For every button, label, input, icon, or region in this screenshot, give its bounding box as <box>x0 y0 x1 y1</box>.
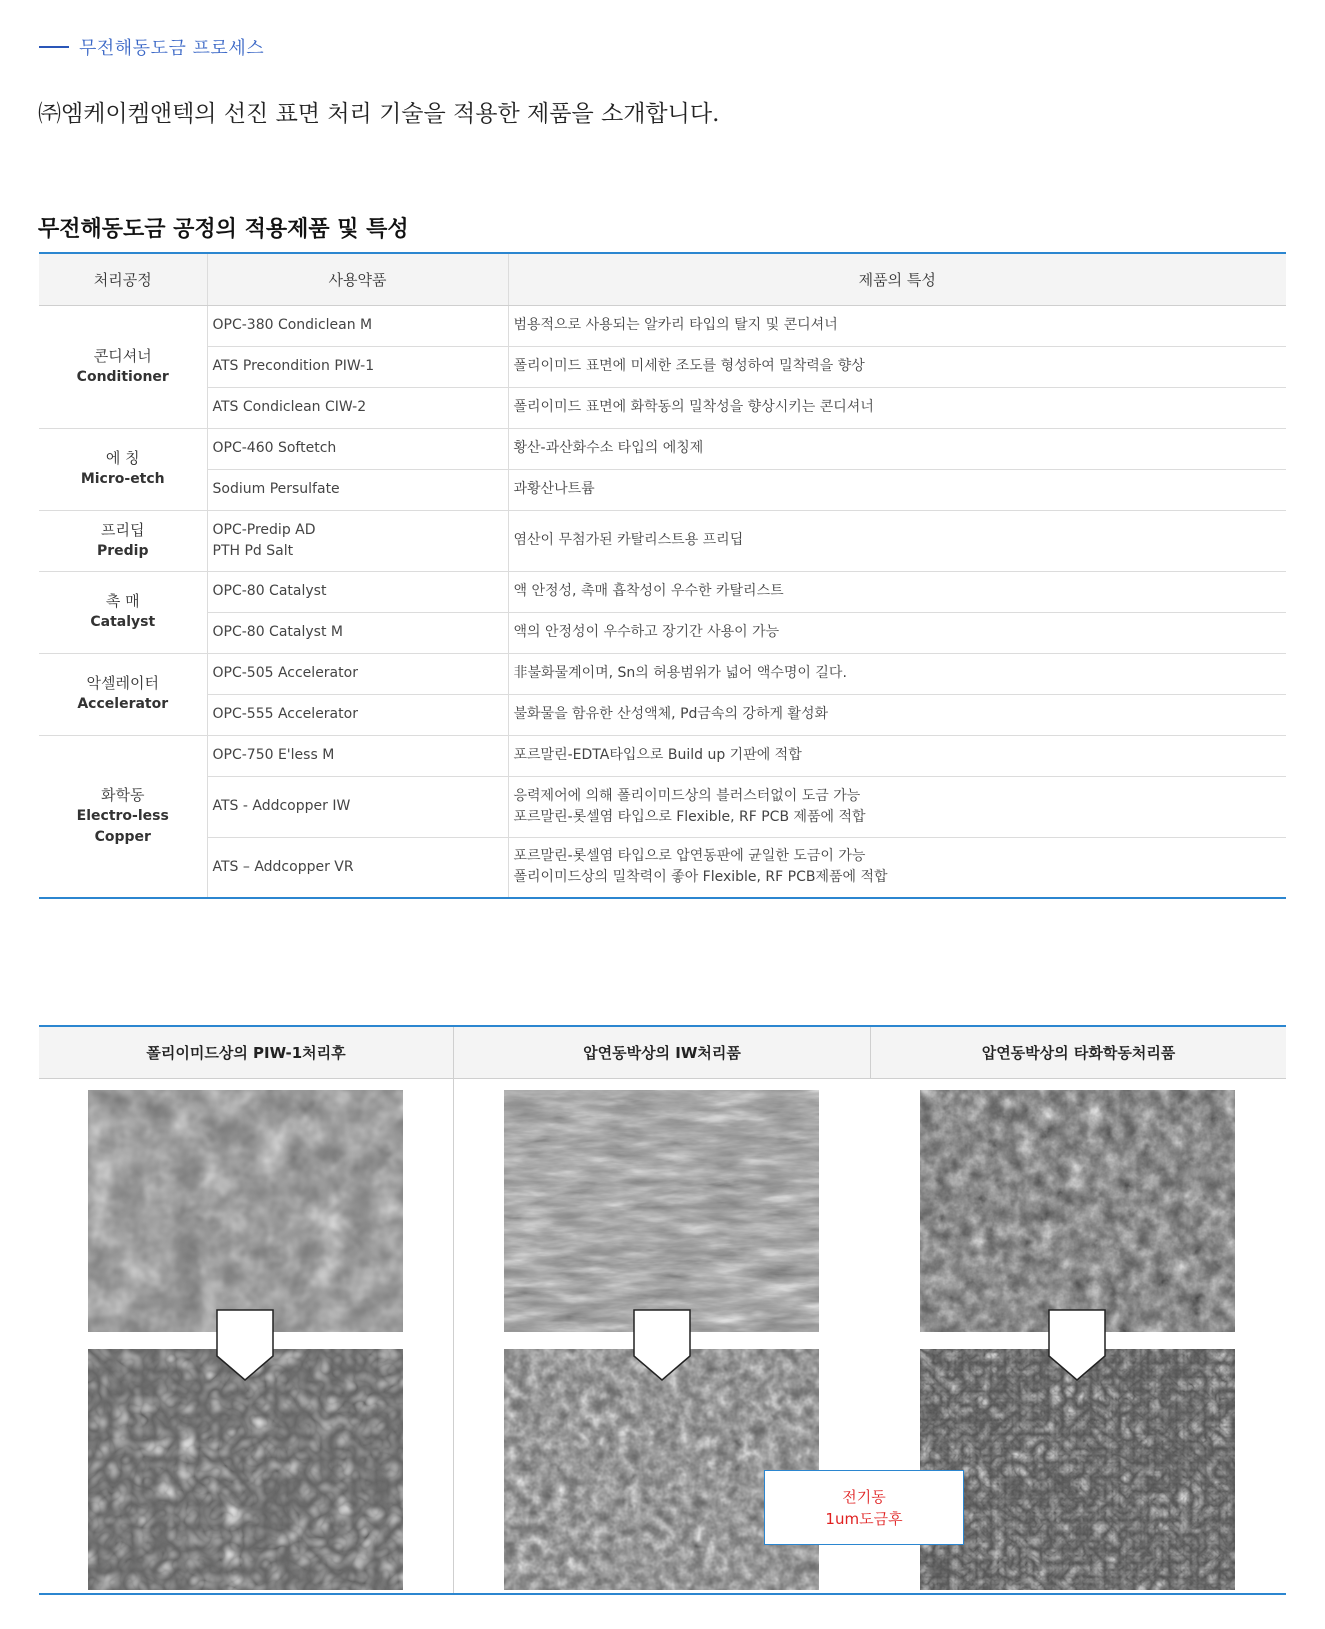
process-ko: 콘디셔너 <box>93 346 152 365</box>
desc-cell <box>508 837 1286 898</box>
sem-image-before <box>88 1090 403 1332</box>
table-header-row <box>39 253 1286 305</box>
spec-table <box>39 252 1286 899</box>
chemical-cell: OPC-80 Catalyst <box>207 571 508 612</box>
callout-line-1: 전기동 <box>842 1487 886 1506</box>
table-row <box>39 346 1286 387</box>
desc-line: 포르말린-롯셀염 타입으로 Flexible, RF PCB 제품에 적합 <box>513 808 866 825</box>
down-arrow-icon <box>633 1309 691 1381</box>
desc-cell: 과황산나트륨 <box>508 469 1286 510</box>
desc-cell: 불화물을 함유한 산성액체, Pd금속의 강하게 활성화 <box>508 694 1286 735</box>
plating-callout <box>764 1470 964 1545</box>
header-characteristics: 제품의 특성 <box>508 253 1286 305</box>
process-ko: 촉 매 <box>105 592 140 610</box>
table-row <box>39 776 1286 837</box>
desc-cell: 염산이 무첨가된 카탈리스트용 프리딥 <box>508 510 1286 571</box>
process-ko: 악셀레이터 <box>86 674 159 692</box>
desc-cell <box>508 776 1286 837</box>
table-row <box>39 305 1286 346</box>
chemical-cell: OPC-555 Accelerator <box>207 694 508 735</box>
eyebrow <box>39 34 264 60</box>
desc-cell: 액의 안정성이 우수하고 장기간 사용이 가능 <box>508 612 1286 653</box>
eyebrow-text: 무전해동도금 프로세스 <box>79 38 265 59</box>
desc-cell: 非불화물계이며, Sn의 허용범위가 넓어 액수명이 길다. <box>508 653 1286 694</box>
table-row <box>39 837 1286 898</box>
process-en: Accelerator <box>77 696 169 712</box>
process-ko: 프리딥 <box>101 520 145 539</box>
sem-gallery <box>39 1025 1286 1595</box>
table-row <box>39 653 1286 694</box>
table-row <box>39 469 1286 510</box>
chemical-line: OPC-Predip AD <box>212 521 316 538</box>
chemical-cell: Sodium Persulfate <box>207 469 508 510</box>
process-en: Catalyst <box>90 614 156 630</box>
gallery-header: 압연동박상의 IW처리품 <box>454 1027 870 1079</box>
desc-cell: 액 안정성, 촉매 흡착성이 우수한 카탈리스트 <box>508 571 1286 612</box>
desc-cell: 범용적으로 사용되는 알카리 타입의 탈지 및 콘디셔너 <box>508 305 1286 346</box>
eyebrow-rule <box>39 46 69 48</box>
process-en: Predip <box>96 542 149 559</box>
gallery-header: 폴리이미드상의 PIW-1처리후 <box>39 1027 453 1079</box>
desc-cell: 포르말린-EDTA타입으로 Build up 기판에 적합 <box>508 735 1286 776</box>
down-arrow-icon <box>216 1309 274 1381</box>
header-process: 처리공정 <box>39 253 207 305</box>
chemical-cell: OPC-505 Accelerator <box>207 653 508 694</box>
sem-image-after <box>88 1349 403 1590</box>
process-en-2: Copper <box>94 828 151 845</box>
gallery-header: 압연동박상의 타화학동처리품 <box>870 1027 1286 1079</box>
chemical-cell: ATS Condiclean CIW-2 <box>207 387 508 428</box>
chemical-cell: ATS - Addcopper IW <box>207 776 508 837</box>
sem-image-after <box>920 1349 1235 1590</box>
process-cell <box>39 510 207 571</box>
sem-image-before <box>504 1090 819 1332</box>
chemical-cell <box>207 510 508 571</box>
table-row <box>39 735 1286 776</box>
table-row <box>39 510 1286 571</box>
chemical-cell: OPC-460 Softetch <box>207 428 508 469</box>
process-ko: 에 칭 <box>105 449 140 467</box>
process-cell <box>39 428 207 510</box>
desc-cell: 황산-과산화수소 타입의 에칭제 <box>508 428 1286 469</box>
desc-cell: 폴리이미드 표면에 화학동의 밀착성을 향상시키는 콘디셔너 <box>508 387 1286 428</box>
lead-text: ㈜엠케이켐앤텍의 선진 표면 처리 기술을 적용한 제품을 소개합니다. <box>38 101 720 127</box>
table-row <box>39 387 1286 428</box>
chemical-cell: OPC-380 Condiclean M <box>207 305 508 346</box>
gallery-column-piw1 <box>39 1027 454 1593</box>
process-en: Micro-etch <box>80 471 165 487</box>
process-en: Electro-less <box>76 807 169 824</box>
process-cell <box>39 571 207 653</box>
desc-line: 폴리이미드상의 밀착력이 좋아 Flexible, RF PCB제품에 적합 <box>513 869 888 886</box>
table-row <box>39 428 1286 469</box>
desc-line: 응력제어에 의해 폴리이미드상의 블러스터없이 도금 가능 <box>513 787 861 804</box>
process-ko: 화학동 <box>101 785 145 804</box>
sem-image-before <box>920 1090 1235 1332</box>
process-cell <box>39 653 207 735</box>
chemical-cell: OPC-80 Catalyst M <box>207 612 508 653</box>
callout-line-2: 1um도금후 <box>825 1509 903 1528</box>
section-title: 무전해동도금 공정의 적용제품 및 특성 <box>38 217 409 242</box>
table-row <box>39 571 1286 612</box>
process-cell <box>39 735 207 898</box>
header-chemical: 사용약품 <box>207 253 508 305</box>
process-en: Conditioner <box>76 368 169 385</box>
chemical-line: PTH Pd Salt <box>212 542 294 559</box>
chemical-cell: ATS Precondition PIW-1 <box>207 346 508 387</box>
desc-line: 포르말린-롯셀염 타입으로 압연동판에 균일한 도금이 가능 <box>513 848 866 865</box>
table-row <box>39 694 1286 735</box>
chemical-cell: OPC-750 E'less M <box>207 735 508 776</box>
down-arrow-icon <box>1048 1309 1106 1381</box>
table-row <box>39 612 1286 653</box>
desc-cell: 폴리이미드 표면에 미세한 조도를 형성하여 밀착력을 향상 <box>508 346 1286 387</box>
chemical-cell: ATS – Addcopper VR <box>207 837 508 898</box>
process-cell <box>39 305 207 428</box>
